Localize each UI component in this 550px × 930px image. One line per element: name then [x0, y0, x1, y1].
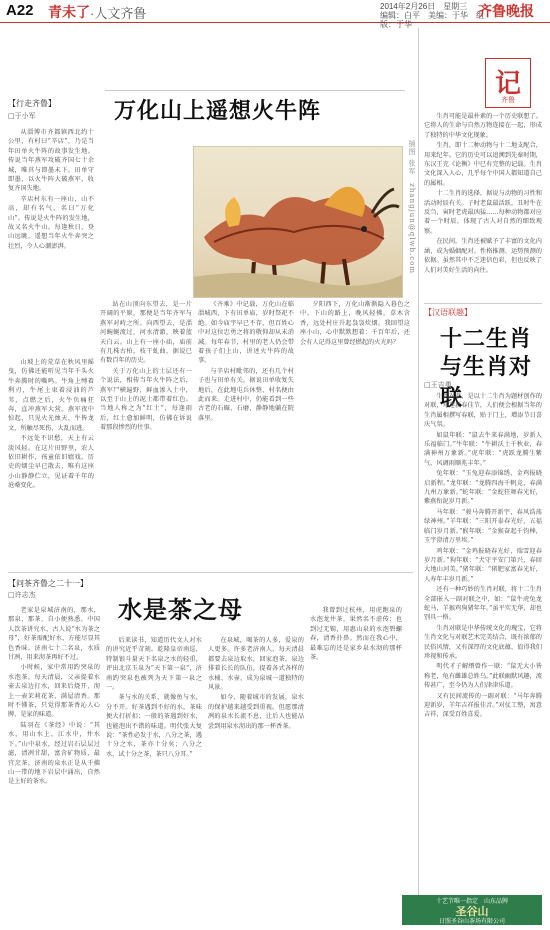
article1-paragraph: 《齐乘》中记载，万化山在临淄城西，下有田单庙，岁时祭祀不绝。如今庙宇早已不存，但百姓心中对这位忠勇之将的敬仰却从未消减。每年春节，村里的老人仍会带着孩子们上山，讲述火牛阵的故事。	[198, 301, 294, 365]
article2-author: □许志杰	[8, 591, 36, 599]
subsection-title: ·人文齐鲁	[90, 6, 147, 21]
column-text	[424, 112, 542, 300]
right-divider	[424, 303, 542, 304]
article3-paragraph: 兔年联：“玉兔迎春添锦绣，金鸡报晓启新程。”龙年联：“龙腾四海千帆竞，春满九州万象新。”蛇年联：“金蛇狂舞春光好，紫燕衔泥岁月新。”	[424, 470, 542, 506]
article3-title-line2: 与生肖对联	[440, 354, 533, 411]
article2-paragraph: 如今，随着城市的发展，泉水的保护越来越受到重视。但愿那清冽的泉水长流不息，让后人也能品尝到用泉水沏出的那一杯香茶。	[208, 694, 304, 730]
article3-paragraph: 又有民间流传的一副对联：“马年奔腾迎新岁，羊年吉祥报佳音。”对仗工整，寓意吉祥，深受百姓喜爱。	[424, 692, 542, 719]
column-divider	[418, 28, 419, 924]
stamp-label: 齐鲁	[501, 97, 515, 104]
column-paragraph: 生肖可能是最朴素的一个历史联想了。它将人的生命与自然万物连接在一起，形成了独特的中华文化现象。	[424, 113, 542, 139]
article1-paragraph: 不远处不识愁，天上有云淡风轻。在这片田野里，农人依旧耕作，孩童依旧嬉戏。历史的烟尘早已散去，唯有这座小山静静伫立，见证着千年的沧桑变化。	[8, 435, 94, 490]
article3-paragraph: 明代才子解缙曾作一联：“鼠无大小皆称老，龟有雌雄总姓乌。”此联幽默风趣，流传甚广，至今仍为人们津津乐道。	[424, 663, 542, 690]
article2-paragraph: 老家是泉城济南的，那水，那泉，那茶，自小便熟悉。中国人饮茶讲究水，古人说“水为茶之母”，好茶需配好水，方能尽显其色香味。济南七十二名泉，水质甘冽，用来沏茶再好不过。	[8, 607, 100, 662]
column-paragraph: 在民间，生肖还被赋予了丰富的文化内涵，成为婚姻配对、性格推测、运势预测的依据。虽然其中不乏迷信色彩，但也反映了人们对美好生活的向往。	[424, 238, 542, 274]
article2-paragraph: 陆羽在《茶经》中说：“其水，用山水上，江水中，井水下。”山中泉水，经过岩石层层过滤，清冽甘甜，富含矿物质，最宜烹茶。济南的泉水正是从千佛山一带的地下岩层中涌出，自然是上好的茶水。	[8, 721, 100, 786]
title-rule	[105, 90, 405, 91]
article2-col1	[8, 606, 100, 924]
article1-paragraph: 从淄博市齐都镇西北约十公里，有村曰“辛店”，乃是当年田单火牛阵的故事发生地。传说当年燕军攻破齐国七十余城，唯莒与即墨未下。田单守即墨，以火牛阵大破燕军，收复齐国失地。	[8, 129, 94, 193]
article1-paragraph: 山坡上的荒草在秋风里摇曳，仿佛还能听见当年千头火牛奔腾时的嘶鸣。牛角上缚着利刃，牛尾上束着浸油的芦苇，点燃之后，火牛负痛狂奔，直冲燕军大营。燕军夜中惊起，只见火光烛天，牛皆龙文，所触尽死伤，大乱而逃。	[8, 359, 94, 432]
article2-col4	[310, 606, 402, 924]
article2-title: 水是茶之母	[118, 595, 243, 624]
fire-bull-painting	[193, 146, 403, 298]
article1-paragraph: 站在山顶向东望去，是一片开阔的平原，那便是当年齐军与燕军对峙之所。向西望去，是淄河蜿蜒流过，河水清澈，映着蓝天白云。山上有一座小庙，庙前有几株古柏，枝干虬曲，据说已有数百年的历史。	[100, 301, 192, 365]
issue-date: 2014年2月26日 星期三	[380, 2, 468, 11]
article3-paragraph: 鸡年联：“金鸡报晓春光好，瑞雪迎春岁月新。”狗年联：“犬守平安门第兴，春回大地山河美。”猪年联：“猪肥家富春光好，人寿年丰岁月新。”	[424, 547, 542, 583]
column-paragraph: 生肖，即十二种动物与十二地支配合，用来纪年。它的历史可以追溯到先秦时期，东汉王充《论衡》中已有完整的记载。生肖文化深入人心，几乎每个中国人都知道自己的属相。	[424, 142, 542, 187]
date-line	[380, 2, 490, 29]
article2-paragraph: 茶与水的关系，就像鱼与水，分不开。好茶遇到不好的水，茶味便大打折扣；一般的茶遇到好水，也能泡出不错的味道。明代张大复说：“茶性必发于水，八分之茶，遇十分之水，茶亦十分矣；八分之水，试十分之茶，茶只八分耳。”	[106, 694, 202, 758]
bull-illustration-icon	[194, 147, 402, 297]
column-stamp	[485, 58, 531, 108]
article2-paragraph: 小时候，家中常用趵突泉的水泡茶。每天清晨，父亲提着水壶去泉边打水，回来后烧开，沏上一壶茉莉花茶，满屋清香。那时不懂茶，只觉得那茶香沁人心脾，是家的味道。	[8, 664, 100, 719]
article1-paragraph: 辛店村东有一座山，山不高，却有名气，名曰“万化山”。传说是火牛阵的发生地，故又名火牛山。每逢秋日，登山远眺，遥想当年火牛奔突之壮烈，令人心潮澎湃。	[8, 195, 94, 250]
article3-title-line1: 十二生肖	[440, 326, 533, 352]
section-divider	[8, 572, 413, 573]
article1-col3	[198, 300, 294, 568]
article3-author: □王吉勇	[424, 381, 452, 389]
ad-brand: 圣谷山	[455, 905, 489, 918]
article1-tag: 【行走齐鲁】	[8, 99, 56, 108]
article2-paragraph: 我曾到过杭州，用虎跑泉的水泡龙井茶，果然名不虚传；也到过无锡，用惠山泉的水泡碧螺春，清香扑鼻。然而在我心中，最难忘的还是家乡泉水沏的那杯茶。	[310, 607, 402, 662]
article1-col1	[8, 128, 94, 354]
article1-paragraph: 夕阳西下，万化山渐渐隐入暮色之中。下山的路上，晚风轻拂，草木含香，远处村庄升起袅袅炊烟。我回望这座小山，心中默默想着：千百年后，还会有人记得这里曾经燃起的火光吗？	[300, 301, 410, 346]
article1-paragraph: 关于万化山上的土层还有一个说法，相传当年火牛阵之后，燕军尸横遍野，鲜血渗入土中，以至于山上的泥土都带着红色。当地人称之为“红土”，每逢雨后，红土愈加鲜明，仿佛在诉说着那段惨烈的往事。	[100, 367, 192, 432]
article1-col2	[100, 300, 192, 568]
ad-line2: 日照圣谷山茶场有限公司	[438, 919, 505, 925]
article2-paragraph: 后来读书，知道历代文人对水的讲究近乎苛刻。乾隆皇帝南巡，特制银斗量天下名泉之水的轻重，评出北京玉泉为“天下第一泉”，济南趵突泉也被列为天下第一泉之一。	[106, 637, 202, 692]
article2-col3	[208, 636, 304, 924]
stamp-glyph: 记	[494, 69, 521, 99]
newspaper-brand: 齐鲁晚报	[478, 4, 534, 20]
article1-col4	[300, 300, 410, 568]
editor-credit: 编辑：白平 美编：于华 组版：于华	[380, 11, 484, 29]
article1-col1b	[8, 358, 94, 568]
article2-tag: 【问茶齐鲁之二十一】	[8, 579, 88, 588]
article3-paragraph: 马年联：“骏马奔腾开新宇，春风浩荡绿神州。”羊年联：“三阳开泰春光好，五福临门岁月新。”猴年联：“金猴奋起千钧棒，玉宇澄清万里埃。”	[424, 508, 542, 545]
section-title: 青未了	[48, 4, 90, 20]
page-number: A22	[6, 2, 34, 19]
article2-paragraph: 在泉城，喝茶的人多，爱泉的人更多。许多老济南人，每天清晨都要去泉边取水，回家泡茶。泉边排着长长的队伍，提着各式各样的水桶、水壶，成为泉城一道独特的风景。	[208, 637, 304, 692]
advertisement[interactable]	[402, 895, 542, 925]
article3-text	[424, 392, 542, 890]
article3-tag: 【汉语联趣】	[424, 308, 472, 317]
article1-paragraph: 与辛店村毗邻的，还有几个村子也与田单有关。据说田单收复失地后，在此地屯兵休整，村名便由此而来。走进村中，仍能看到一些古老的石碾、石磨，静静地躺在院落里。	[198, 367, 294, 422]
article3-paragraph: 如鼠年联：“鼠去牛来春满地，岁新人乐福临门。”牛年联：“牛耕沃土千秋业，春满神州万象新。”虎年联：“虎跃龙腾生紫气，风调雨顺兆丰年。”	[424, 431, 542, 467]
article2-col2	[106, 636, 202, 924]
illustration-credit: 插图 张军 zhangjun@qlwb.com	[408, 140, 416, 274]
article3-paragraph: 生肖对联，是以十二生肖为题材创作的对联，每逢新春佳节，人们便会根据当年的生肖属相撰写春联，贴于门上，增添节日喜庆气氛。	[424, 393, 542, 429]
article3-paragraph: 还有一种巧妙的生肖对联，将十二生肖全部嵌入一副对联之中，如：“鼠牛虎兔龙蛇马，羊猴鸡狗猪年年。”虽平实无华，却也别具一格。	[424, 586, 542, 622]
column-paragraph: 十二生肖的选择，据说与动物的习性和活动时辰有关。子时老鼠最活跃，丑时牛在反刍，寅时老虎最凶猛……每种动物都对应着一个时辰，体现了古人对自然的细致观察。	[424, 190, 542, 235]
article1-author: □于小军	[8, 112, 36, 120]
ad-line1: 十艺节唯一指定 山东品牌	[435, 899, 508, 905]
article1-title: 万化山上遥想火牛阵	[114, 98, 322, 124]
article3-paragraph: 生肖对联是中华传统文化的瑰宝，它将生肖文化与对联艺术完美结合，既有浓郁的民俗风情，又有深厚的文化底蕴，值得我们珍视和传承。	[424, 624, 542, 660]
